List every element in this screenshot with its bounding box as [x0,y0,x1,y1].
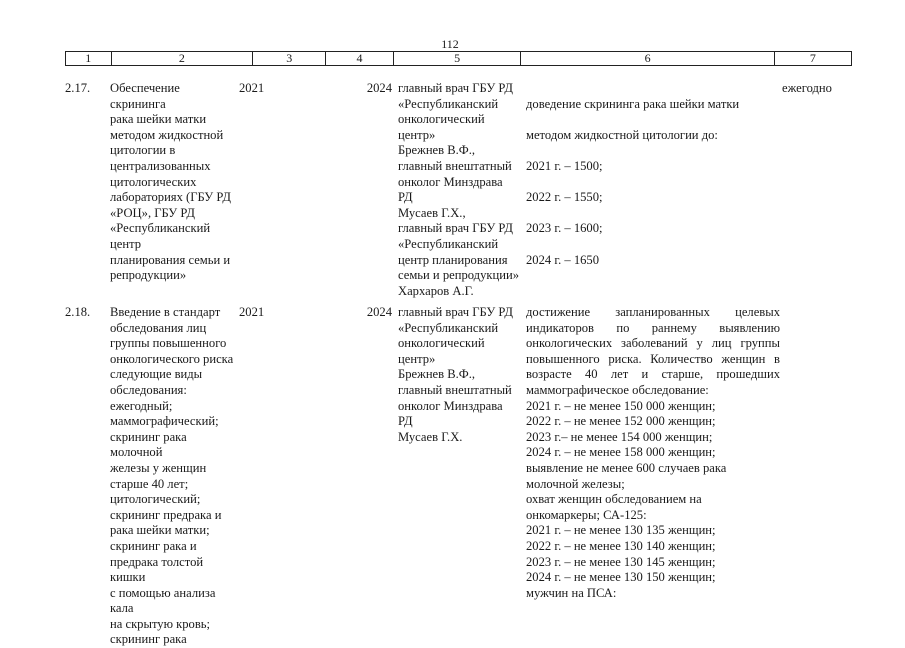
result-line: 2022 г. – не менее 130 140 женщин; [526,538,716,553]
result-line: 2024 г. – не менее 130 150 женщин; [526,570,716,585]
result-line: методом жидкостной цитологии до: [526,127,718,142]
result-line: 2021 г. – 1500; [526,158,603,173]
header-col-1: 1 [66,52,112,66]
result-line: индикаторов по раннему выявлению [526,320,780,335]
activity-cell: Введение в стандарт обследования лиц группы повышенного онкологического риска следующие виды обследования: ежегодный; маммографический; скрининг рака молочной железы у женщин старше 40 лет; цитологический; скрининг предрака и рака шейки матки; скрининг рака и предрака толстой кишки с помощью анализа кала на скрытую кровь; скрининг рака [110,305,234,647]
end-year: 2024 [366,305,392,319]
result-line: 2021 г. – не менее 150 000 женщин; [526,398,716,413]
result-line: доведение скрининга рака шейки матки [526,96,740,111]
result-line: 2022 г. – не менее 152 000 женщин; [526,414,716,429]
result-line: 2024 г. – не менее 158 000 женщин; [526,445,716,460]
end-year: 2024 [366,81,392,95]
result-line: онкомаркеры; СА-125: [526,507,647,522]
result-line: 2023 г.– не менее 154 000 женщин; [526,429,713,444]
item-number: 2.18. [65,305,91,319]
periodicity-cell: ежегодно [782,81,832,95]
activity-cell: Обеспечение скрининга рака шейки матки методом жидкостной цитологии в централизованных цитологических лабораториях (ГБУ РД «РОЦ», ГБУ РД «Республиканский центр планирования семьи и репродукции» [110,81,232,283]
result-cell [526,81,780,284]
result-line: возрасте 40 лет и старше, прошедших [526,367,780,382]
result-line: молочной железы; [526,476,625,491]
result-line: 2023 г. – 1600; [526,221,603,236]
result-line: маммографическое обследование: [526,382,709,397]
result-line: охват женщин обследованием на [526,492,702,507]
column-number-header [65,51,852,66]
result-line: 2023 г. – не менее 130 145 женщин; [526,554,716,569]
header-col-4: 4 [326,52,393,66]
result-line: 2022 г. – 1550; [526,190,603,205]
header-col-6: 6 [521,52,774,66]
header-col-2: 2 [111,52,253,66]
start-year: 2021 [239,305,265,319]
result-line: 2024 г. – 1650 [526,252,600,267]
header-col-7: 7 [774,52,851,66]
result-line: достижение запланированных целевых [526,305,780,319]
start-year: 2021 [239,81,265,95]
result-line: повышенного риска. Количество женщин в [526,351,780,366]
header-col-5: 5 [393,52,521,66]
responsible-cell: главный врач ГБУ РД «Республиканский онкологический центр» Брежнев В.Ф., главный внештатный онколог Минздрава РД Мусаев Г.Х., главный врач ГБУ РД «Республиканский центр планирования семьи и репродукции» Хархаров А.Г. [398,81,520,298]
page-number: 112 [441,37,459,51]
header-col-3: 3 [253,52,326,66]
item-number: 2.17. [65,81,91,95]
result-line: выявление не менее 600 случаев рака [526,460,727,475]
result-line: онкологических заболеваний у лиц группы [526,336,780,351]
result-line: мужчин на ПСА: [526,585,617,600]
result-line: 2021 г. – не менее 130 135 женщин; [526,523,716,538]
responsible-cell: главный врач ГБУ РД «Республиканский онкологический центр» Брежнев В.Ф., главный внештатный онколог Минздрава РД Мусаев Г.Х. [398,305,514,444]
result-cell [526,305,780,601]
